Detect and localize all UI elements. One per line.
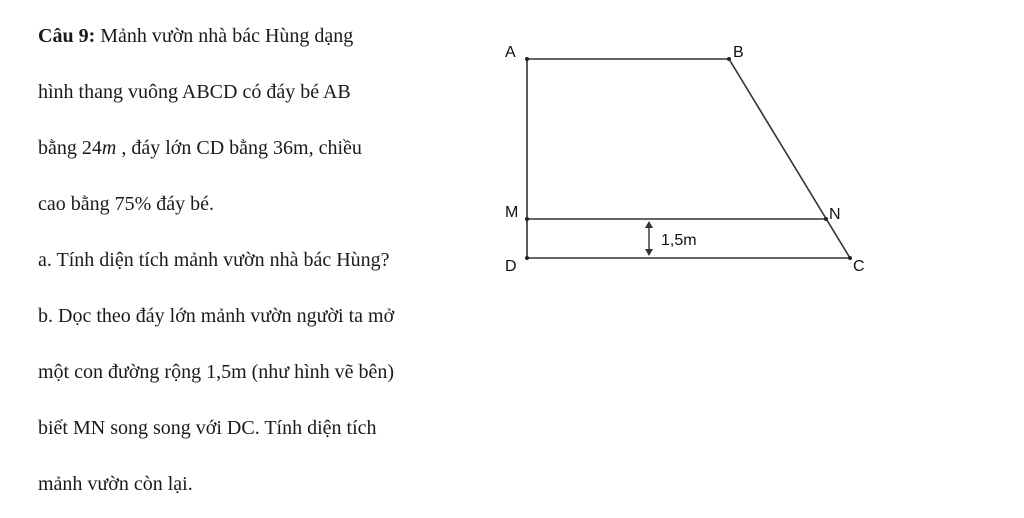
line-3-unit: m [101, 137, 117, 159]
label-d: D [505, 258, 517, 275]
line-3-part-b: , đáy lớn CD bằng 36m, chiều [116, 137, 362, 159]
vertex-m [525, 217, 529, 221]
label-b: B [733, 44, 744, 61]
problem-line-4: cao bằng 75% đáy bé. [38, 193, 215, 215]
label-a: A [505, 44, 516, 61]
problem-line-6: b. Dọc theo đáy lớn mảnh vườn người ta mở [38, 305, 395, 327]
vertex-c [848, 256, 852, 260]
vertex-b [727, 57, 731, 61]
problem-line-9: mảnh vườn còn lại. [38, 473, 193, 495]
vertex-a [525, 57, 529, 61]
edge-bc [729, 59, 850, 258]
problem-line-7: một con đường rộng 1,5m (như hình vẽ bên) [38, 361, 395, 383]
problem-line-5: a. Tính diện tích mảnh vườn nhà bác Hùng? [38, 249, 390, 271]
vertex-d [525, 256, 529, 260]
vertex-n [824, 217, 828, 221]
label-m: M [505, 204, 519, 221]
question-label: Câu 9: [38, 25, 96, 47]
label-n: N [829, 206, 841, 223]
arrow-head-down [645, 249, 653, 256]
problem-line-8: biết MN song song với DC. Tính diện tích [38, 417, 377, 439]
arrow-head-up [645, 221, 653, 228]
line-1-text: Mảnh vườn nhà bác Hùng dạng [95, 25, 354, 47]
line-3-part-a: bằng 24 [38, 137, 102, 159]
label-c: C [853, 258, 865, 275]
problem-line-2: hình thang vuông ABCD có đáy bé AB [38, 81, 351, 103]
road-width-label: 1,5m [661, 232, 697, 249]
